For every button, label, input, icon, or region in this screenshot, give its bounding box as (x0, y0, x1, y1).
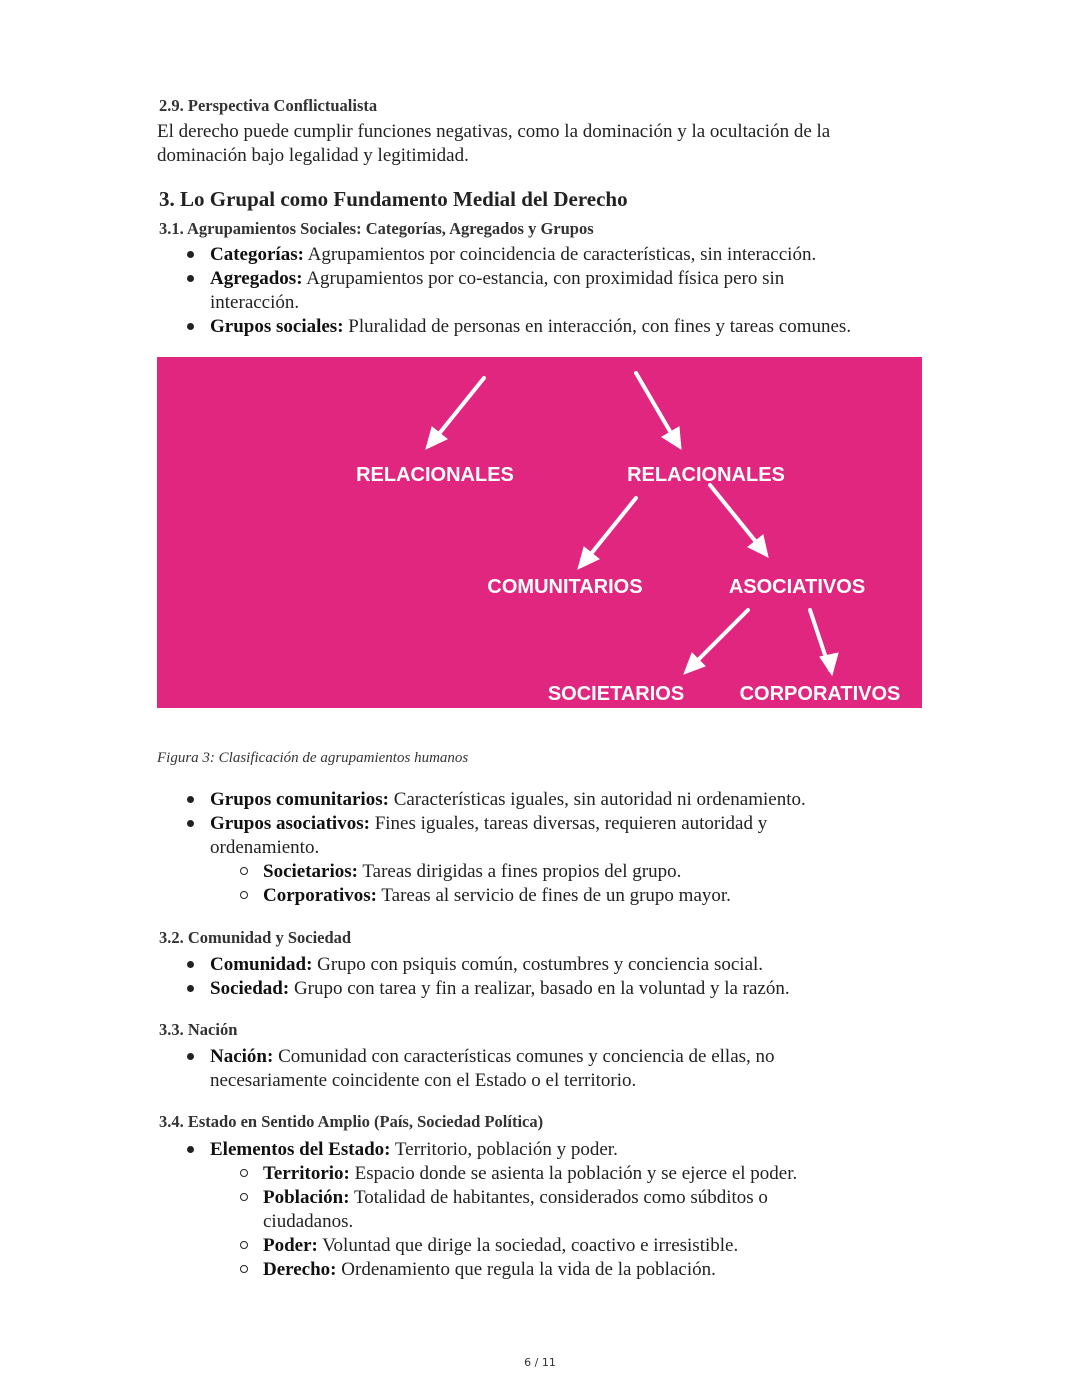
label-asociativos: ASOCIATIVOS (728, 576, 866, 598)
label-corporativos: CORPORATIVOS (739, 683, 901, 705)
figure-classification-diagram (157, 357, 922, 708)
list-item: Agregados: Agrupamientos por co-estancia, con proximidad física pero sin (210, 268, 785, 289)
bullet-icon (187, 251, 194, 258)
sub-list-item: Territorio: Espacio donde se asienta la población y se ejerce el poder. (263, 1163, 798, 1184)
sub-bullet-icon (240, 867, 248, 875)
sub-list-item: Societarios: Tareas dirigidas a fines propios del grupo. (263, 861, 682, 882)
arrow-icon (426, 378, 484, 449)
list-item: Grupos comunitarios: Características iguales, sin autoridad ni ordenamiento. (210, 789, 806, 810)
sub-list-item: Poder: Voluntad que dirige la sociedad, coactivo e irresistible. (263, 1235, 739, 1256)
arrow-icon (636, 373, 681, 449)
bullet-icon (187, 985, 194, 992)
sub-list-item: Corporativos: Tareas al servicio de fines de un grupo mayor. (263, 885, 731, 906)
label-relacionales-1: RELACIONALES (356, 464, 514, 486)
section-heading-3-1: 3.1. Agrupamientos Sociales: Categorías, Agregados y Grupos (159, 219, 594, 238)
figure-caption: Figura 3: Clasificación de agrupamientos humanos (157, 750, 469, 766)
section-heading-3-3: 3.3. Nación (159, 1020, 238, 1039)
list-item: Comunidad: Grupo con psiquis común, costumbres y conciencia social. (210, 954, 764, 975)
label-societarios: SOCIETARIOS (547, 683, 685, 705)
list-item: Grupos sociales: Pluralidad de personas en interacción, con fines y tareas comunes. (210, 316, 852, 337)
sub-bullet-icon (240, 1265, 248, 1273)
list-item-cont: interacción. (210, 292, 300, 313)
list-item: Nación: Comunidad con características comunes y conciencia de ellas, no (210, 1046, 775, 1067)
bullet-icon (187, 1053, 194, 1060)
list-item-cont: ordenamiento. (210, 837, 320, 858)
sub-bullet-icon (240, 1241, 248, 1249)
sub-list-item: Derecho: Ordenamiento que regula la vida de la población. (263, 1259, 716, 1280)
section-heading-2-9: 2.9. Perspectiva Conflictualista (159, 96, 378, 115)
arrow-icon (578, 498, 636, 569)
paragraph-line: dominación bajo legalidad y legitimidad. (157, 145, 469, 166)
bullet-icon (187, 961, 194, 968)
bullet-icon (187, 1146, 194, 1153)
bullet-icon (187, 820, 194, 827)
paragraph-line: El derecho puede cumplir funciones negativas, como la dominación y la ocultación de la (157, 121, 831, 142)
list-item: Elementos del Estado: Territorio, población y poder. (210, 1139, 618, 1160)
sub-bullet-icon (240, 891, 248, 899)
sub-list-item-cont: ciudadanos. (263, 1211, 354, 1232)
sub-list-item: Población: Totalidad de habitantes, considerados como súbditos o (263, 1187, 768, 1208)
arrow-icon (810, 610, 838, 675)
sub-bullet-icon (240, 1169, 248, 1177)
section-heading-3-2: 3.2. Comunidad y Sociedad (159, 928, 352, 947)
bullet-icon (187, 796, 194, 803)
page-number: 6 / 11 (524, 1356, 556, 1369)
section-heading-3: 3. Lo Grupal como Fundamento Medial del Derecho (159, 187, 628, 211)
bullet-icon (187, 275, 194, 282)
arrow-icon (684, 610, 748, 674)
sub-bullet-icon (240, 1193, 248, 1201)
list-item-cont: necesariamente coincidente con el Estado o el territorio. (210, 1070, 637, 1091)
list-item: Categorías: Agrupamientos por coincidencia de características, sin interacción. (210, 244, 817, 265)
section-heading-3-4: 3.4. Estado en Sentido Amplio (País, Sociedad Política) (159, 1112, 544, 1131)
bullet-icon (187, 323, 194, 330)
arrow-icon (710, 485, 768, 557)
label-relacionales-2: RELACIONALES (627, 464, 785, 486)
list-item: Sociedad: Grupo con tarea y fin a realizar, basado en la voluntad y la razón. (210, 978, 790, 999)
list-item: Grupos asociativos: Fines iguales, tareas diversas, requieren autoridad y (210, 813, 768, 834)
label-comunitarios: COMUNITARIOS (487, 576, 643, 598)
